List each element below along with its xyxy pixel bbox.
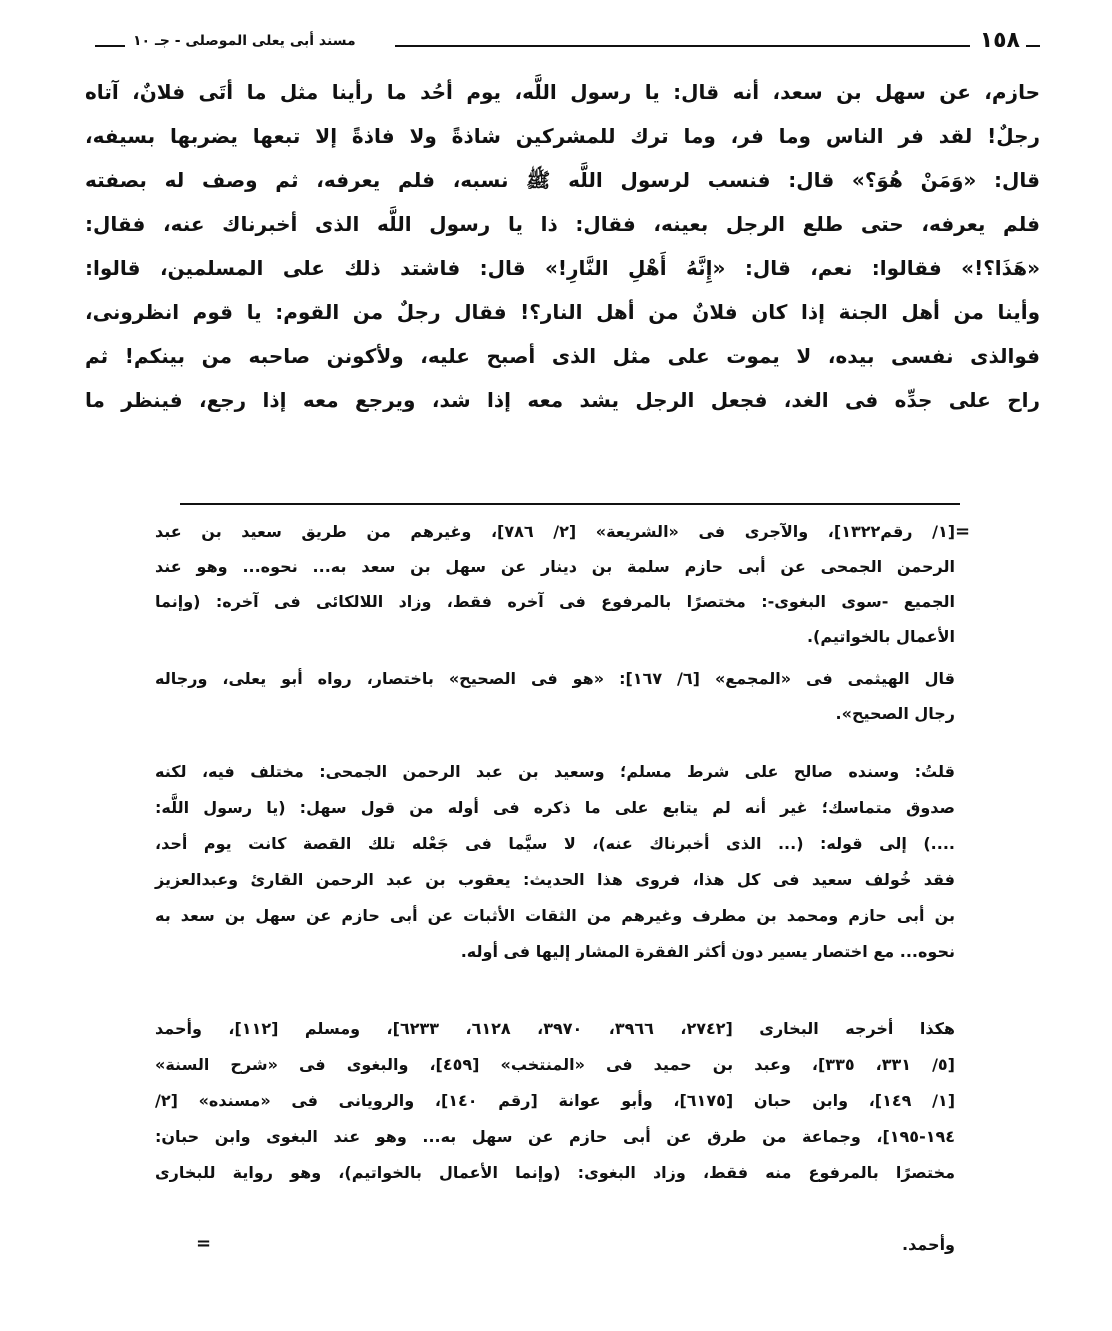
- footnote-line: الأعمال بالخواتيم).: [806, 627, 955, 646]
- page-header: [95, 28, 1040, 58]
- text-line: فوالذى نفسى بيده، لا يموت على مثل الذى أصبح عليه، ولأكونن صاحبه من بينكم! ثم: [85, 344, 1040, 368]
- text-line: حازم، عن سهل بن سعد، أنه قال: يا رسول اللَّه، يوم أحُد ما رأينا مثل ما أتَى فلانٌ، آتاه: [85, 80, 1040, 104]
- page-number: ١٥٨: [979, 28, 1020, 53]
- header-dash: [1026, 45, 1040, 47]
- footnote-line: قلتُ: وسنده صالح على شرط مسلم؛ وسعيد بن عبد الرحمن الجمحى: مختلف فيه، لكنه: [155, 762, 955, 781]
- footnote-line: الجميع -سوى البغوى-: مختصرًا بالمرفوع فى آخره فقط، وزاد اللالكائى فى آخره: (وإنما: [155, 592, 955, 611]
- footnote-line: الرحمن الجمحى عن أبى حازم سلمة بن دينار عن سهل بن سعد به... نحوه... وهو عند: [155, 557, 955, 576]
- header-dash: [95, 45, 125, 47]
- footnote-line: رجال الصحيح».: [835, 704, 955, 723]
- running-title: مسند أبى يعلى الموصلى - جـ ١٠: [133, 33, 356, 49]
- footnote-line: ....) إلى قوله: (... الذى أخبرناك عنه)، لا سيَّما فى جَعْله تلك القصة كانت يوم أحد،: [155, 834, 955, 853]
- footnote-line: صدوق متماسك؛ غير أنه لم يتابع على ما ذكره فى أوله من قول سهل: (يا رسول اللَّه:: [155, 798, 955, 817]
- footnote-line: نحوه... مع اختصار يسير دون أكثر الفقرة المشار إليها فى أوله.: [460, 942, 955, 961]
- text-line: «هَذَا؟!» فقالوا: نعم، قال: «إِنَّهُ أَهْلِ النَّارِ!» قال: فاشتد ذلك على المسلمين، قالوا:: [85, 256, 1040, 280]
- text-line: وأينا من أهل الجنة إذا كان فلانٌ من أهل النار؟! فقال رجلٌ من القوم: يا قوم انظرونى،: [85, 300, 1040, 324]
- footnote-line: قال الهيثمى فى «المجمع» [٦/ ١٦٧]: «هو فى الصحيح» باختصار، رواه أبو يعلى، ورجاله: [155, 669, 956, 688]
- footnote-line: بن أبى حازم ومحمد بن مطرف وغيرهم من الثقات الأثبات عن أبى حازم عن سهل بن سعد به: [155, 906, 955, 925]
- footnote-line: فقد خُولف سعيد فى كل هذا، فروى هذا الحديث: يعقوب بن عبد الرحمن القارئ وعبدالعزيز: [155, 870, 955, 889]
- footnote-line: [٥/ ٣٣١، ٣٣٥]، وعبد بن حميد فى «المنتخب» [٤٥٩]، والبغوى فى «شرح السنة»: [155, 1055, 955, 1074]
- footnote-line: [١/ ١٤٩]، وابن حبان [٦١٧٥]، وأبو عوانة [رقم ١٤٠]، والرويانى فى «مسنده» [٢/: [155, 1091, 955, 1110]
- footnote-separator: [180, 503, 960, 505]
- footnote-line: مختصرًا بالمرفوع منه فقط، وزاد البغوى: (وإنما الأعمال بالخواتيم)، وهو رواية للبخارى: [155, 1163, 955, 1182]
- continuation-mark: =: [955, 521, 971, 542]
- text-line: راح على جدِّه فى الغد، فجعل الرجل يشد معه إذا شد، ويرجع معه إذا رجع، فينظر ما: [85, 388, 1040, 412]
- continuation-mark: =: [196, 1233, 212, 1254]
- footnote-line: وأحمد.: [901, 1235, 955, 1254]
- text-line: رجلٌ! لقد فر الناس وما فر، وما ترك للمشركين شاذةً ولا فاذةً إلا تبعها يضربها بسيفه،: [85, 124, 1040, 148]
- text-line: قال: «وَمَنْ هُوَ؟» قال: فنسب لرسول اللَّه ﷺ نسبه، فلم يعرفه، ثم وصف له بصفته: [85, 168, 1040, 192]
- text-line: فلم يعرفه، حتى طلع الرجل بعينه، فقال: ذا يا رسول اللَّه الذى أخبرناك عنه، فقال:: [85, 212, 1040, 236]
- footnote-line: هكذا أخرجه البخارى [٢٧٤٢، ٣٩٦٦، ٣٩٧٠، ٦١٢٨، ٦٢٣٣]، ومسلم [١١٢]، وأحمد: [155, 1019, 956, 1038]
- header-rule: [395, 45, 970, 47]
- footnote-line: ١٩٤-١٩٥]، وجماعة من طرق عن أبى حازم عن سهل به... وهو عند البغوى وابن حبان:: [155, 1127, 955, 1146]
- footnote-line: [١/ رقم١٣٢٢]، والآجرى فى «الشريعة» [٢/ ٧٨٦]، وغيرهم من طريق سعيد بن عبد: [155, 522, 956, 541]
